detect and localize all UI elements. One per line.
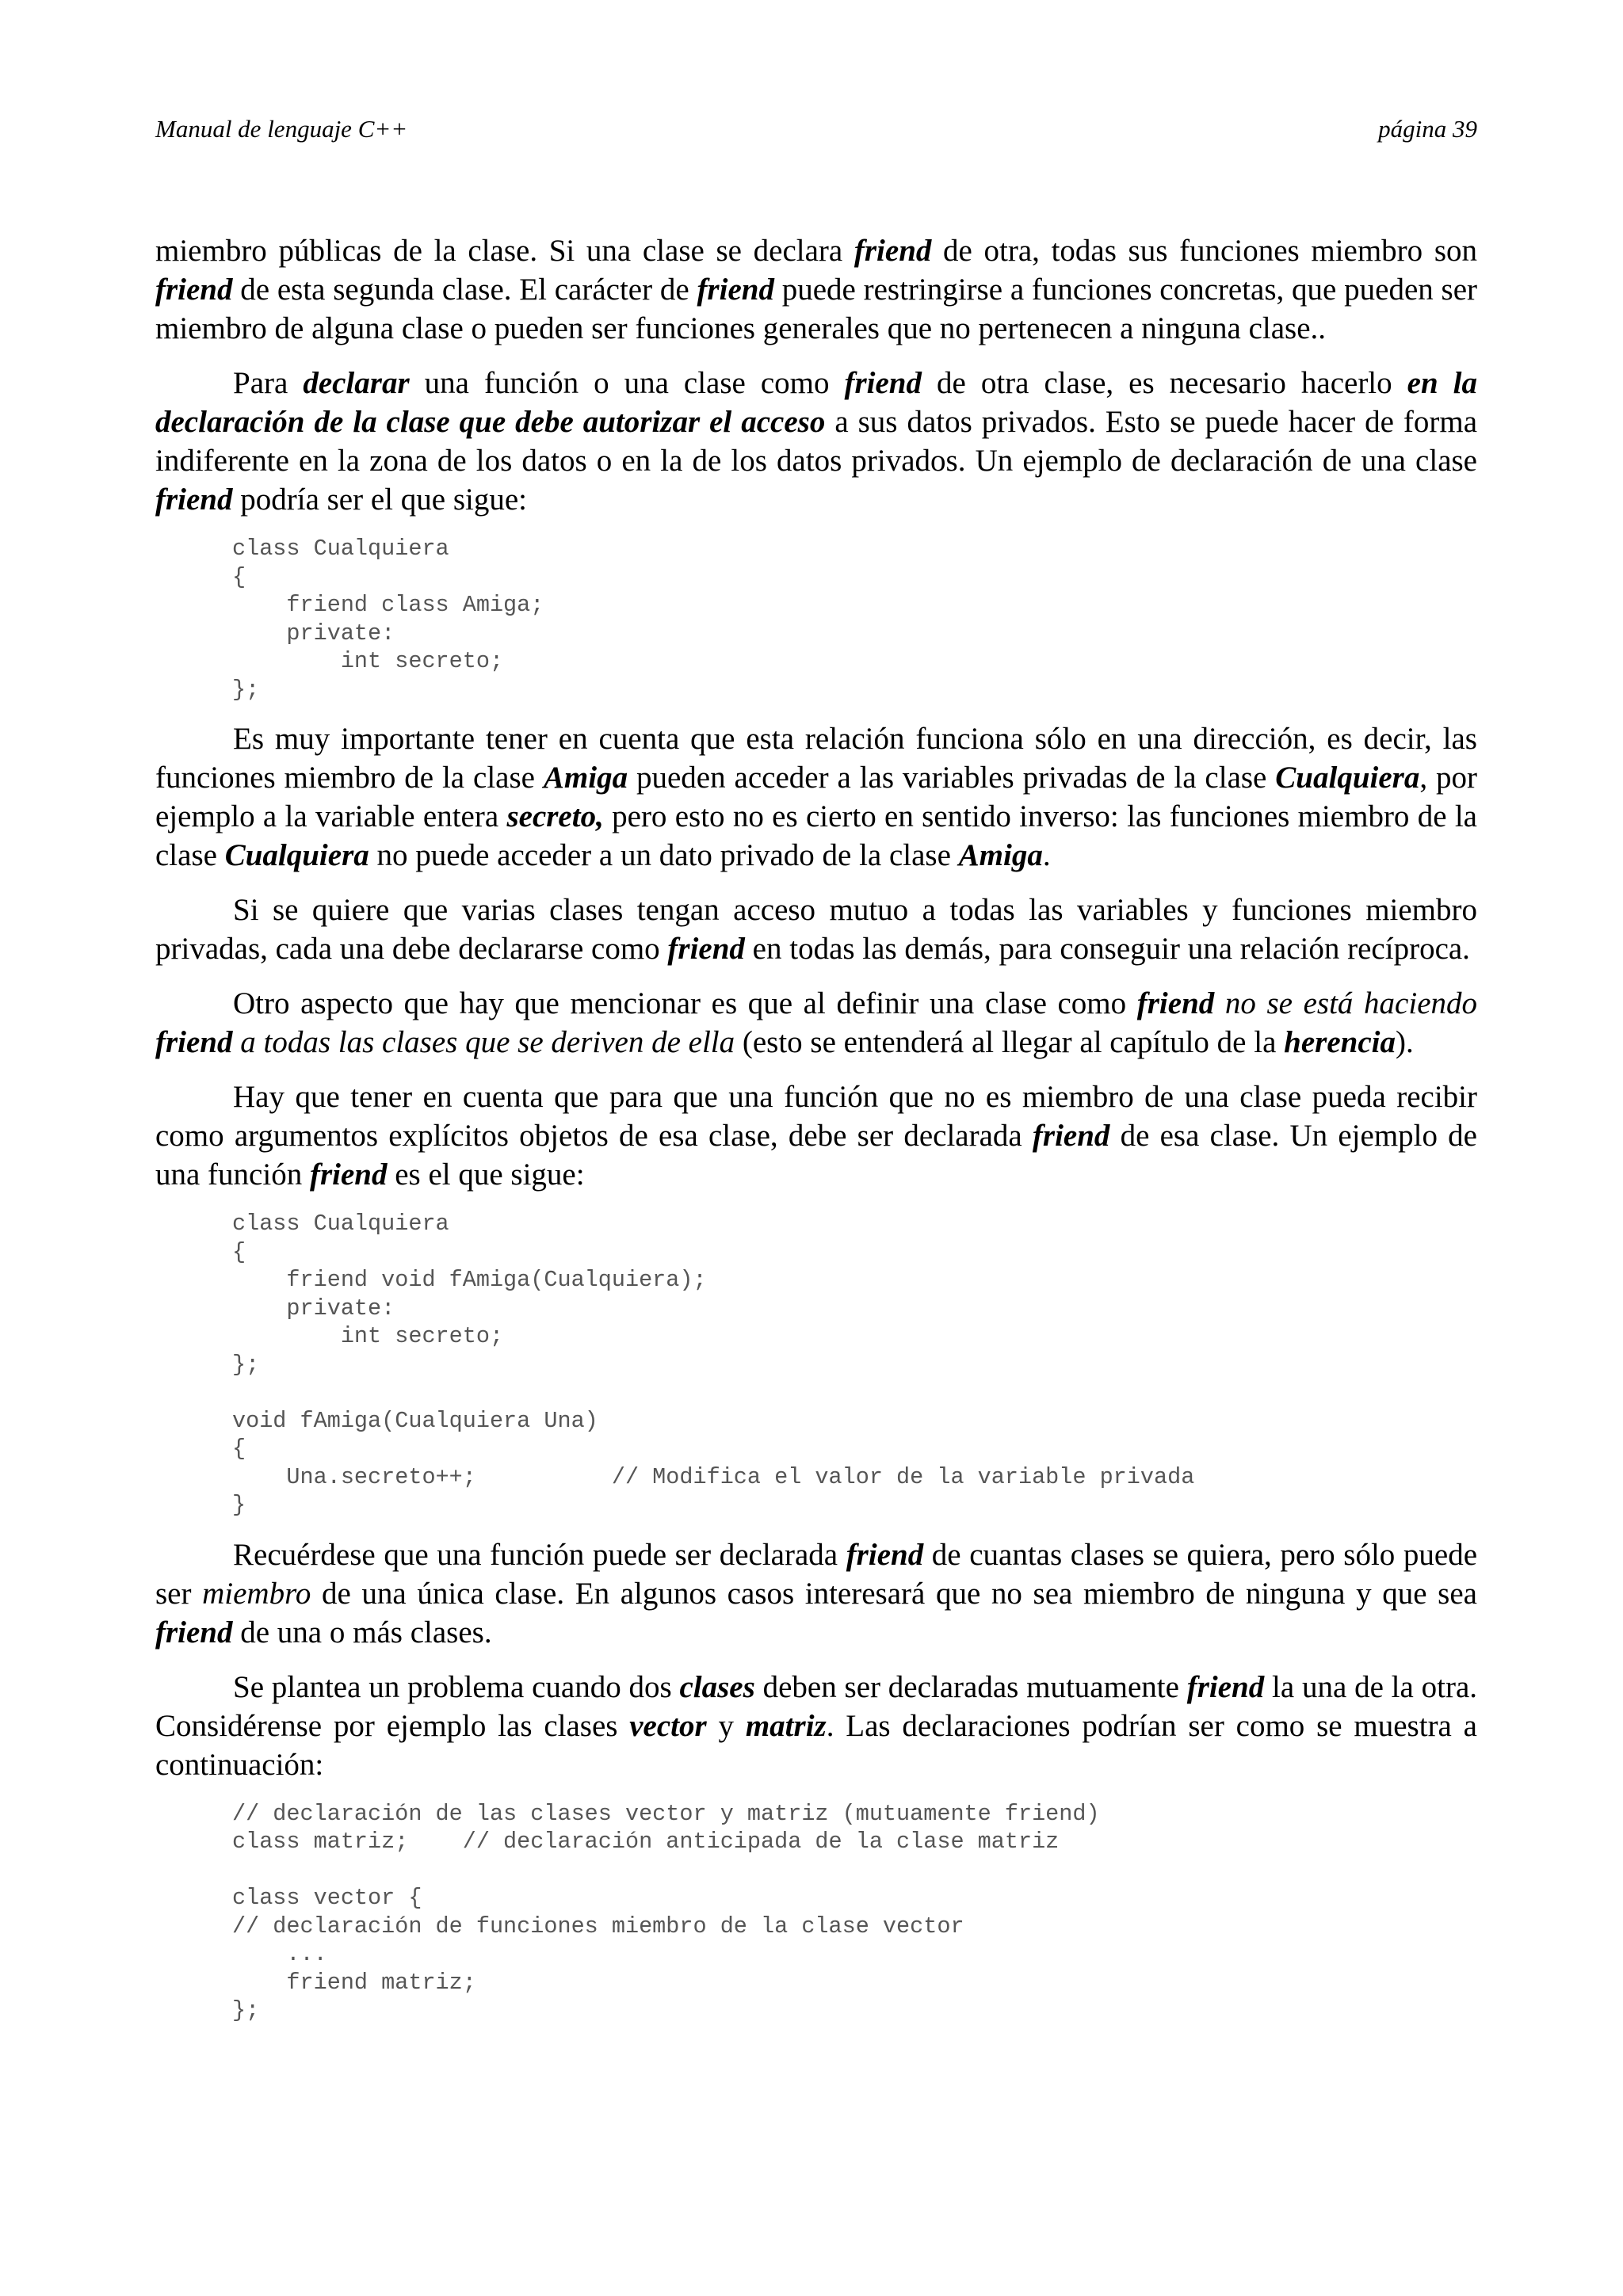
text-run: una función o una clase como	[409, 366, 845, 400]
emphasis-text: friend	[1136, 986, 1215, 1020]
paragraph	[155, 1668, 1477, 1784]
text-run: deben ser declaradas mutuamente	[754, 1669, 1187, 1704]
emphasis-text: friend	[155, 1025, 233, 1059]
emphasis-text: en la declaración de la clase que debe autorizar el acceso	[155, 366, 1477, 439]
emphasis-text: friend	[854, 234, 932, 268]
text-run: ).	[1395, 1025, 1414, 1059]
code-line: friend void fAmiga(Cualquiera);	[232, 1267, 707, 1293]
emphasis-text: Cualquiera	[224, 838, 369, 872]
emphasis-text: friend	[1032, 1119, 1110, 1153]
emphasis-text: herencia	[1284, 1025, 1396, 1059]
text-run: de otra clase, es necesario hacerlo	[922, 366, 1407, 400]
paragraph	[155, 231, 1477, 348]
text-run: Es muy importante tener en cuenta que esta relación funciona sólo en una dirección, es decir, las funciones miembro de la clase	[155, 722, 1477, 795]
code-line	[232, 1379, 1477, 1407]
text-run	[1214, 986, 1225, 1020]
body-text	[155, 231, 1477, 2041]
text-run: la una de la otra. Considérense por ejemplo las clases	[155, 1669, 1478, 1743]
text-run: de una o más clases.	[232, 1615, 492, 1650]
code-block	[232, 1210, 1477, 1520]
emphasis-text: clases	[679, 1669, 755, 1704]
code-line: Una.secreto++; // Modifica el valor de la variable privada	[232, 1463, 1195, 1490]
code-line: class Cualquiera	[232, 536, 449, 562]
code-line: class Cualquiera	[232, 1211, 449, 1237]
paragraph	[155, 1535, 1477, 1652]
code-line: ...	[232, 1941, 327, 1967]
code-block	[232, 535, 1477, 704]
emphasis-text: Amiga	[958, 838, 1043, 872]
text-run: .	[1042, 838, 1051, 872]
emphasis-text: declarar	[303, 366, 410, 400]
code-line: int secreto;	[232, 1323, 504, 1349]
code-line: // declaración de funciones miembro de la clase vector	[232, 1913, 964, 1939]
text-run: de cuantas clases se quiera, pero sólo puede ser	[155, 1537, 1478, 1611]
code-line: // declaración de las clases vector y matriz (mutuamente friend)	[232, 1800, 1100, 1827]
text-run: Recuérdese que una función puede ser declarada	[233, 1537, 846, 1572]
text-run: puede restringirse a funciones concretas, que pueden ser miembro de alguna clase o pueden ser funciones generales que no pertenecen a ninguna clase..	[155, 273, 1477, 345]
text-run: miembro públicas de la clase. Si una clase se declara	[155, 234, 854, 268]
emphasis-text: friend	[697, 273, 774, 307]
text-run: Si se quiere que varias clases tengan acceso mutuo a todas las variables y funciones miembro privadas, cada una debe declararse como	[155, 893, 1477, 966]
code-line: };	[232, 1997, 260, 2023]
code-line: friend matriz;	[232, 1969, 476, 1996]
code-line: }	[232, 1492, 246, 1518]
code-line: class vector {	[232, 1885, 422, 1911]
text-run: no puede acceder a un dato privado de la clase	[369, 838, 959, 872]
code-line: private:	[232, 620, 395, 646]
text-run: pero esto no es cierto en sentido inverso: las funciones miembro de la clase	[155, 799, 1477, 872]
text-run: Otro aspecto que hay que mencionar es que al definir una clase como	[233, 986, 1137, 1020]
emphasis-text: friend	[844, 366, 922, 400]
emphasis-text: friend	[309, 1158, 388, 1192]
paragraph	[155, 984, 1477, 1062]
emphasis-text: friend	[155, 1615, 233, 1650]
emphasis-text: friend	[155, 482, 233, 517]
emphasis-text: friend	[667, 932, 745, 966]
paragraph	[155, 1077, 1477, 1194]
paragraph	[155, 891, 1477, 968]
code-line	[232, 1856, 1477, 1885]
text-run: y	[706, 1708, 746, 1743]
code-line: friend class Amiga;	[232, 592, 544, 618]
code-line: {	[232, 1436, 246, 1462]
text-run: en todas las demás, para conseguir una relación recíproca.	[744, 932, 1470, 966]
emphasis-text: a todas las clases que se deriven de ella	[232, 1025, 735, 1059]
text-run: Se plantea un problema cuando dos	[233, 1669, 680, 1704]
emphasis-text: secreto,	[506, 799, 604, 833]
code-line: private:	[232, 1295, 395, 1322]
text-run: a sus datos privados. Esto se puede hacer de forma indiferente en la zona de los datos o en la de los datos privados. Un ejemplo de declaración de una clase	[155, 405, 1477, 478]
code-line: {	[232, 563, 246, 590]
code-line: void fAmiga(Cualquiera Una)	[232, 1407, 598, 1434]
text-run: Hay que tener en cuenta que para que una función que no es miembro de una clase pueda recibir como argumentos explícitos objetos de esa clase, debe ser declarada	[155, 1080, 1477, 1153]
text-run: podría ser el que sigue:	[232, 482, 527, 517]
text-run: Para	[233, 366, 304, 400]
emphasis-text: no se está haciendo	[1224, 986, 1478, 1020]
text-run: , por ejemplo a la variable entera	[155, 761, 1477, 833]
emphasis-text: miembro	[202, 1576, 311, 1611]
paragraph	[155, 364, 1477, 519]
text-run: pueden acceder a las variables privadas de la clase	[628, 761, 1276, 795]
code-line: };	[232, 1351, 260, 1378]
text-run: de esta segunda clase. El carácter de	[232, 273, 697, 307]
emphasis-text: friend	[846, 1537, 924, 1572]
code-line: };	[232, 676, 260, 703]
text-run: de una única clase. En algunos casos interesará que no sea miembro de ninguna y que sea	[311, 1576, 1477, 1611]
emphasis-text: matriz	[745, 1708, 827, 1743]
emphasis-text: Amiga	[543, 761, 628, 795]
code-block	[232, 1800, 1477, 2025]
code-line: int secreto;	[232, 648, 504, 674]
emphasis-text: friend	[155, 273, 233, 307]
text-run: de esa clase. Un ejemplo de una función	[155, 1119, 1477, 1192]
header-title: Manual de lenguaje C++	[155, 115, 408, 143]
code-line: {	[232, 1238, 246, 1265]
code-line: class matriz; // declaración anticipada de la clase matriz	[232, 1829, 1060, 1855]
emphasis-text: Cualquiera	[1275, 761, 1420, 795]
text-run: es el que sigue:	[387, 1158, 585, 1192]
paragraph	[155, 719, 1477, 875]
header-page-number: página 39	[1378, 115, 1477, 143]
text-run: de otra, todas sus funciones miembro son	[931, 234, 1478, 268]
text-run: . Las declaraciones podrían ser como se muestra a continuación:	[155, 1708, 1477, 1782]
emphasis-text: vector	[629, 1708, 707, 1743]
text-run: (esto se entenderá al llegar al capítulo de la	[735, 1025, 1285, 1059]
emphasis-text: friend	[1186, 1669, 1265, 1704]
